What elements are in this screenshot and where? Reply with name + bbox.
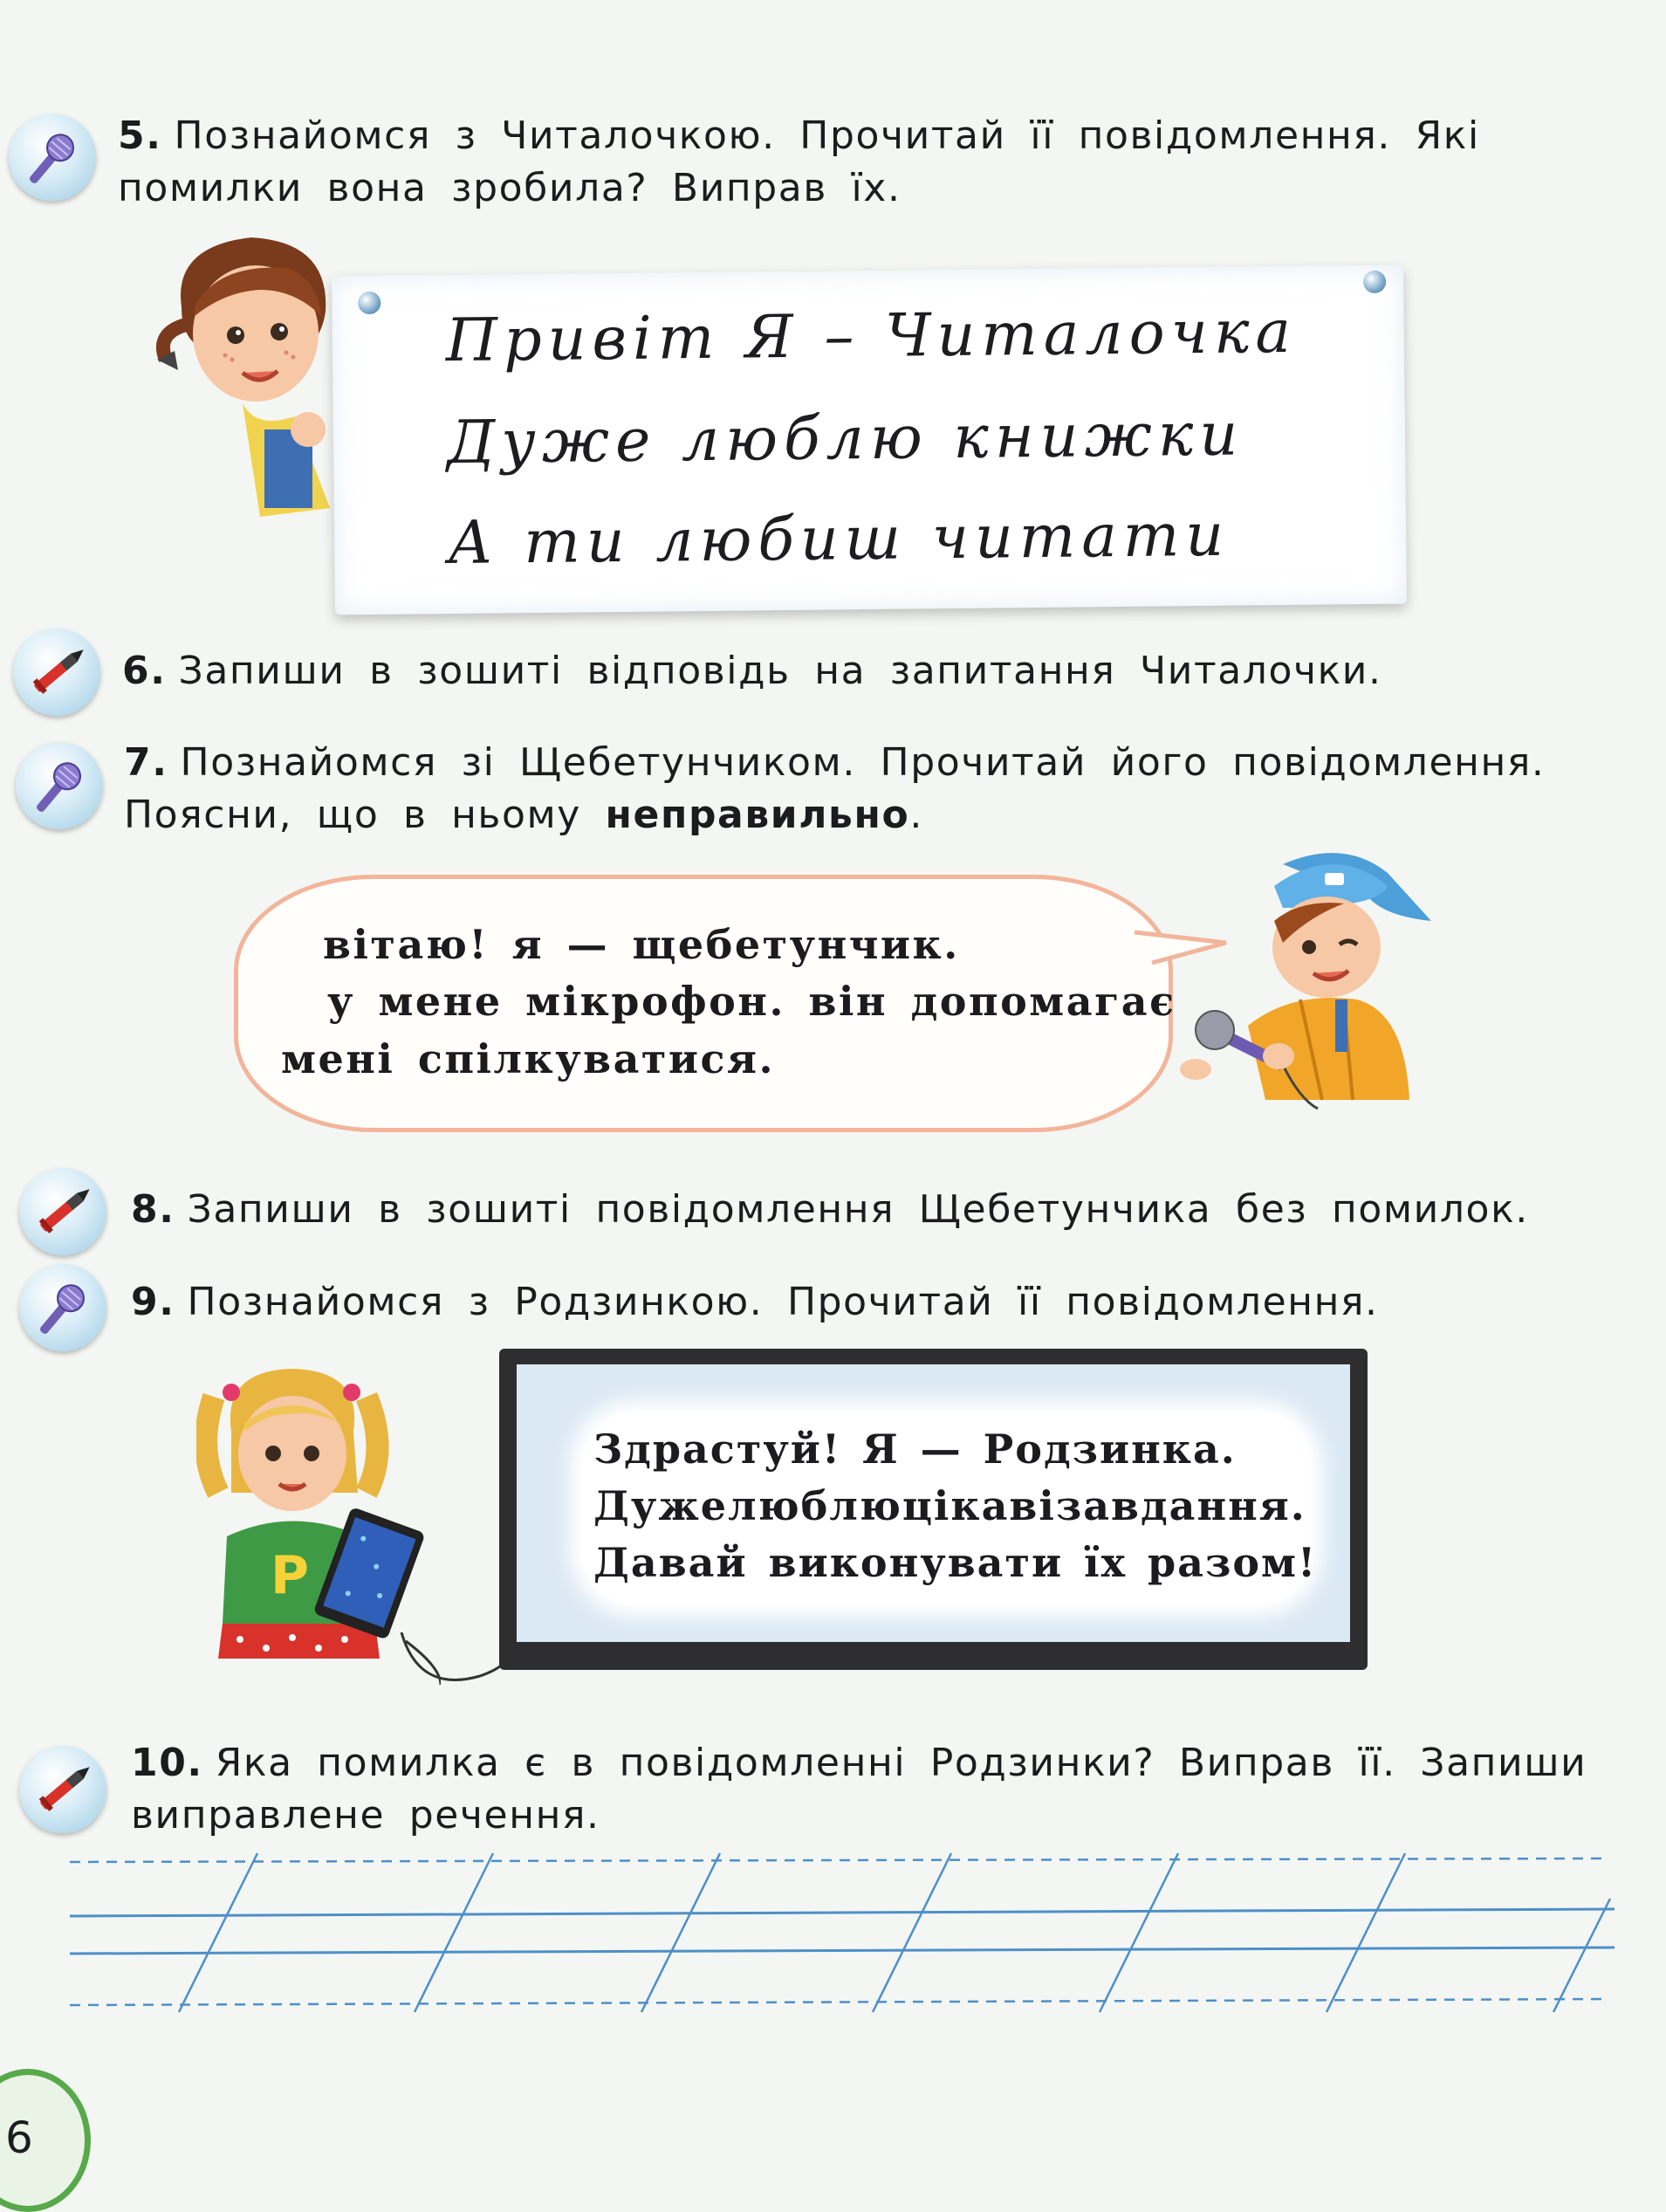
chytalochka-girl-illustration: [155, 229, 356, 517]
note-line-2: Дуже люблю книжки: [446, 400, 1244, 478]
task-7-text: [124, 737, 1546, 842]
pen-icon: [13, 629, 100, 716]
task-5-line-2: помилки вона зробила? Виправ їх.: [118, 166, 902, 210]
bubble-line-3: мені спілкуватися.: [281, 1035, 776, 1082]
pin-icon: [358, 292, 381, 314]
task-7-line-2: Поясни, що в ньому: [124, 793, 606, 837]
microphone-icon: [16, 742, 103, 829]
task-10-text: [131, 1737, 1587, 1842]
task-7-emphasis: неправильно: [605, 793, 910, 837]
task-8-line-1: Запиши в зошиті повідомлення Щебетунчика без помилок.: [187, 1187, 1529, 1232]
microphone-icon: [19, 1264, 106, 1351]
pen-icon: [19, 1168, 106, 1255]
tv-screen-frame: [499, 1349, 1368, 1670]
note-line-3: А ти любиш читати: [447, 500, 1231, 579]
task-6-line-1: Запиши в зошиті відповідь на запитання Читалочки.: [178, 649, 1382, 693]
shchebetunchyk-boy-illustration: [1169, 838, 1431, 1117]
pen-icon: [19, 1746, 106, 1833]
task-10-line-2: виправлене речення.: [131, 1793, 600, 1838]
task-number: 8.: [131, 1187, 175, 1232]
tv-line-2: Дужелюблюцікавізавдання.: [593, 1482, 1306, 1529]
page-number: 6: [5, 2112, 33, 2163]
chytalochka-note-card: [332, 265, 1407, 615]
task-5-line-1: Познайомся з Читалочкою. Прочитай її повідомлення. Які: [174, 113, 1480, 158]
task-7-line-1: Познайомся зі Щебетунчиком. Прочитай його повідомлення.: [180, 740, 1546, 785]
task-number: 9.: [131, 1280, 175, 1324]
bubble-line-2: у мене мікрофон. він допомагає: [327, 978, 1176, 1025]
svg-text:P: P: [271, 1545, 309, 1606]
task-9-line-1: Познайомся з Родзинкою. Прочитай її повідомлення.: [187, 1280, 1379, 1324]
task-number: 7.: [124, 740, 168, 785]
tv-line-1: Здрастуй! Я — Родзинка.: [593, 1425, 1237, 1473]
task-10-line-1: Яка помилка є в повідомленні Родзинки? Виправ її. Запиши: [215, 1741, 1587, 1785]
task-5-text: [118, 110, 1480, 215]
pin-icon: [1363, 271, 1386, 293]
note-line-1: Привіт Я – Читалочка: [445, 297, 1298, 376]
task-number: 10.: [131, 1741, 203, 1785]
task-7-line-2-end: .: [909, 793, 923, 837]
task-9-text: [131, 1276, 1379, 1329]
tv-screen: [517, 1364, 1350, 1642]
task-number: 6.: [122, 649, 167, 693]
task-number: 5.: [118, 113, 162, 158]
tv-line-3: Давай виконувати їх разом!: [593, 1539, 1318, 1586]
microphone-icon: [9, 113, 96, 201]
bubble-line-1: вітаю! я — щебетунчик.: [323, 921, 960, 968]
task-6-text: [122, 645, 1382, 697]
writing-ruling-lines[interactable]: [70, 1846, 1615, 2021]
task-8-text: [131, 1184, 1529, 1236]
